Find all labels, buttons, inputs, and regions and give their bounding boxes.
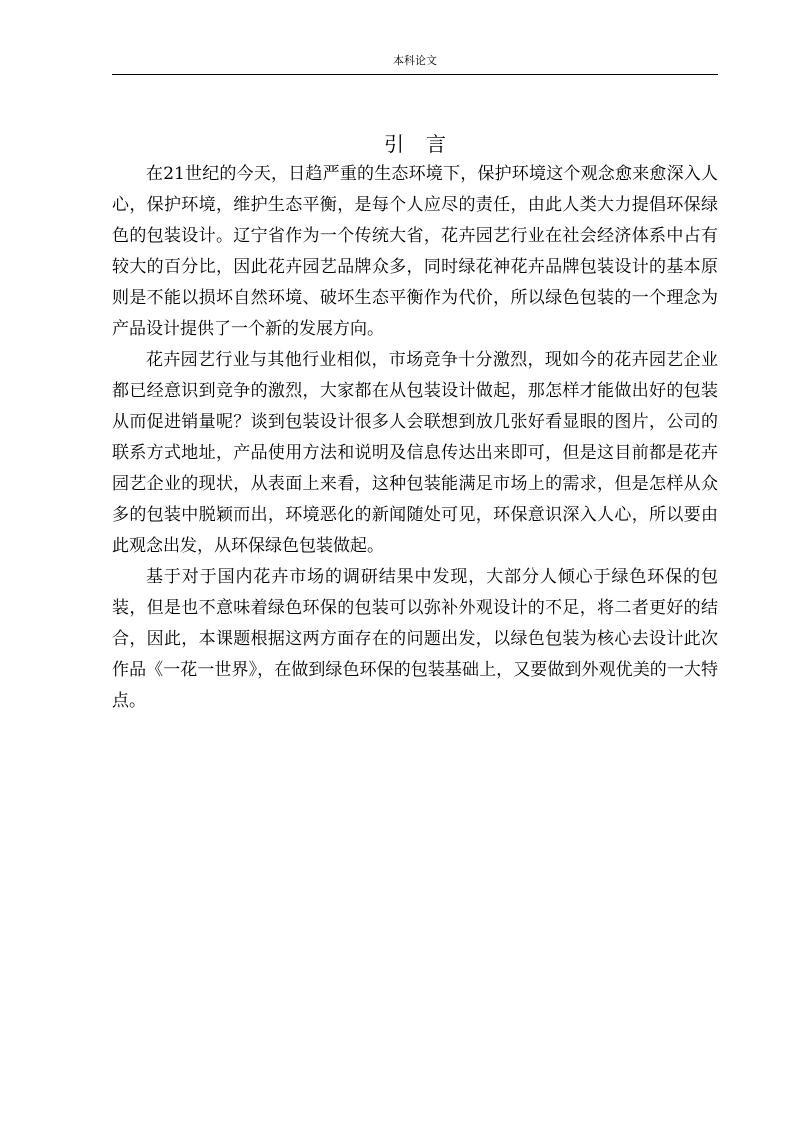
running-header-title: 本科论文 [393,54,437,67]
running-header [112,52,718,75]
paragraph-2: 花卉园艺行业与其他行业相似，市场竞争十分激烈，现如今的花卉园艺企业都已经意识到竞争的激烈，大家都在从包装设计做起，那怎样才能做出好的包装从而促进销量呢？谈到包装设计很多人会联想到放几张好看显眼的图片，公司的联系方式地址，产品使用方法和说明及信息传达出来即可，但是这目前都是花卉园艺企业的现状，从表面上来看，这种包装能满足市场上的需求，但是怎样从众多的包装中脱颖而出，环境恶化的新闻随处可见，环保意识深入人心，所以要由此观念出发，从环保绿色包装做起。 [112,350,718,556]
body-text [112,159,718,717]
paragraph-3: 基于对于国内花卉市场的调研结果中发现，大部分人倾心于绿色环保的包装，但是也不意味着绿色环保的包装可以弥补外观设计的不足，将二者更好的结合，因此，本课题根据这两方面存在的问题出发，以绿色包装为核心去设计此次作品《一花一世界》，在做到绿色环保的包装基础上，又要做到外观优美的一大特点。 [112,567,718,711]
paragraph-1: 在21世纪的今天，日趋严重的生态环境下，保护环境这个观念愈来愈深入人心，保护环境，维护生态平衡，是每个人应尽的责任，由此人类大力提倡环保绿色的包装设计。辽宁省作为一个传统大省，花卉园艺行业在社会经济体系中占有较大的百分比，因此花卉园艺品牌众多，同时绿花神花卉品牌包装设计的基本原则是不能以损坏自然环境、破坏生态平衡作为代价，所以绿色包装的一个理念为产品设计提供了一个新的发展方向。 [112,164,718,339]
section-title: 引言 [384,132,468,156]
